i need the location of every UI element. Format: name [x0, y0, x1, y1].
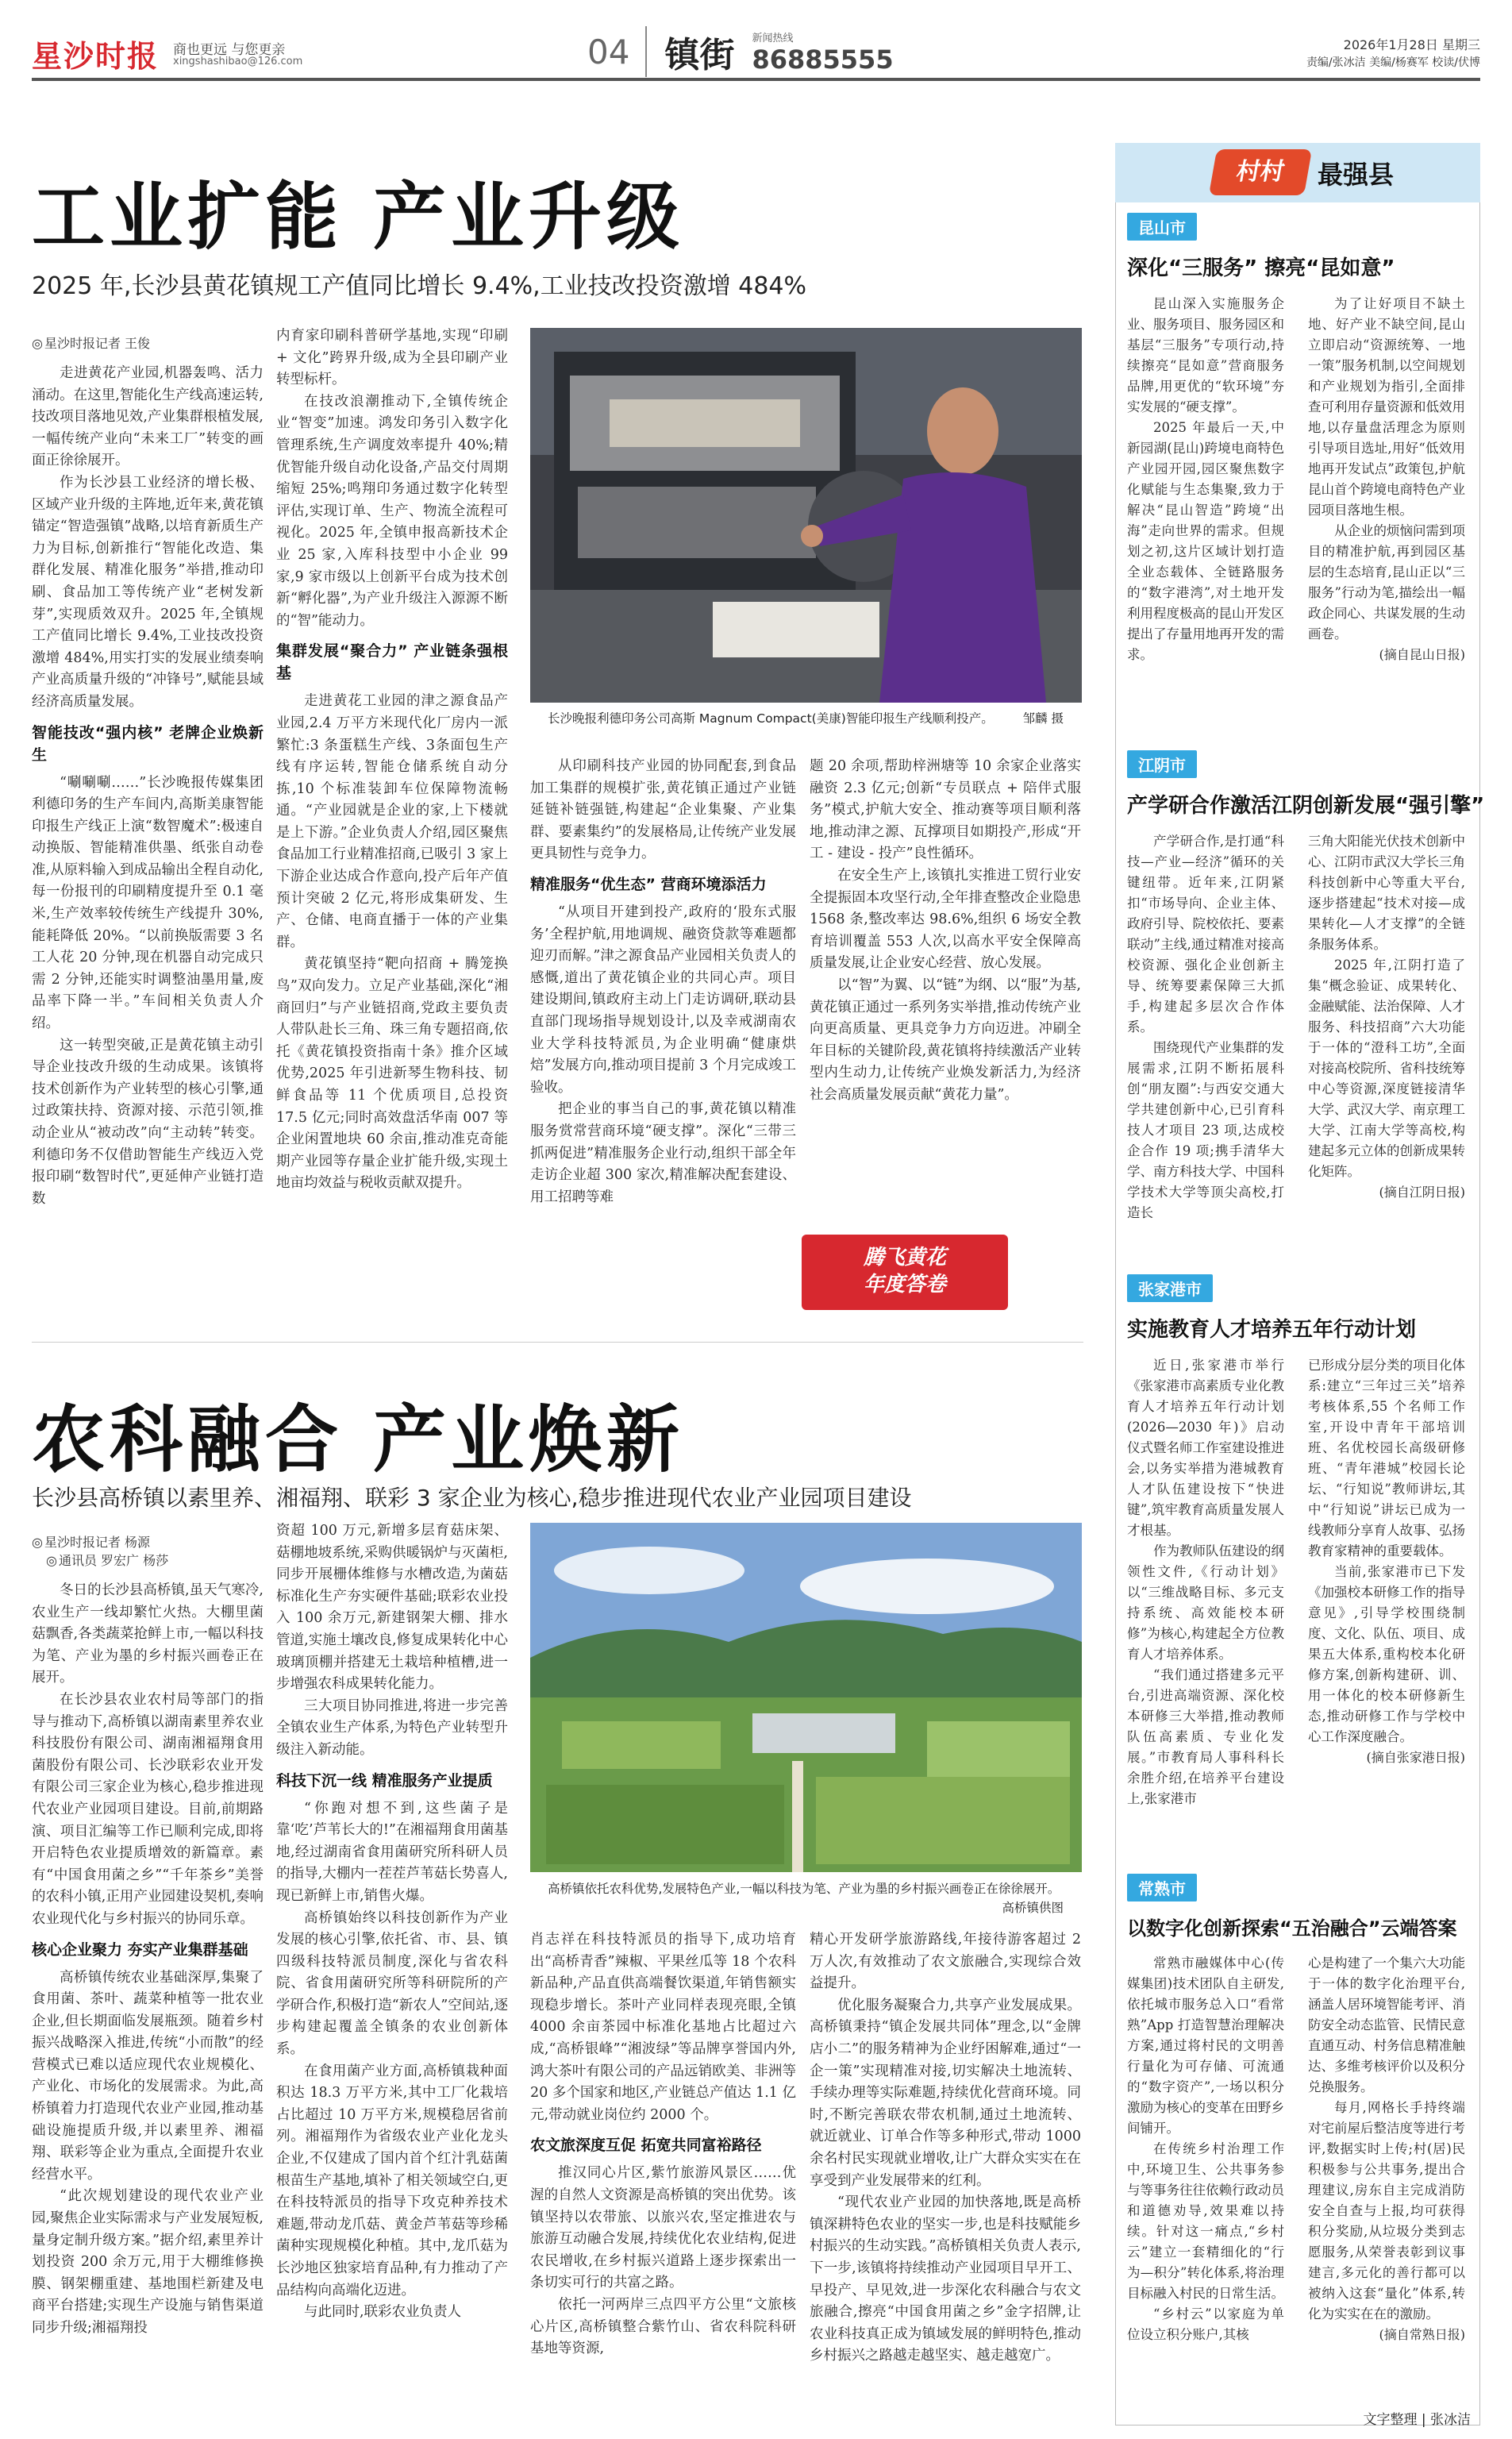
article1-column-2 [276, 326, 508, 1195]
article2-column-4 [810, 1929, 1081, 2368]
item-source: (摘自江阴日报) [1379, 1185, 1465, 1200]
paragraph: 高桥镇传统农业基础深厚,集聚了食用菌、茶叶、蔬菜种植等一批农业企业,但长期面临发展瓶颈。随着乡村振兴战略深入推进,传统“小而散”的经营模式已难以适应现代农业规模化、产业化、市场化的发展需求。为此,高桥镇着力打造现代农业产业园,推动基础设施提质升级,并以素里养、湘福翔、联彩等企业为重点,全面提升农业经营水平。 [32, 1969, 264, 2183]
paragraph: 与此同时,联彩农业负责人 [304, 2304, 462, 2321]
article2-title: 农科融合 产业焕新 [32, 1397, 685, 1482]
hotline-label: 新闻热线 [752, 32, 794, 44]
header-rule [32, 78, 1480, 81]
farmland-landscape-photo [530, 1523, 1082, 1872]
article1-column-4 [810, 756, 1081, 1107]
sidebar-item-kunshan [1127, 213, 1468, 715]
article2-column-1 [32, 1532, 264, 2340]
page-info [587, 32, 894, 75]
page-number: 04 [587, 32, 630, 71]
paragraph: 常熟市融媒体中心(传媒集团)技术团队自主研发,依托城市服务总入口“看常熟”App 打造智慧治理解决方案,通过将村民的文明善行量化为可存储、可流通的“数字资产”,一场以积分激励为核心的变革在田野乡间铺开。 [1127, 1955, 1284, 2136]
paragraph: 走进黄花产业园,机器轰鸣、活力涌动。在这里,智能化生产线高速运转,技改项目落地见效,产业集群根植发展,一幅传统产业向“未来工厂”转变的画面正徐徐展开。 [32, 365, 264, 469]
article1-photo-caption [548, 709, 1064, 728]
item-headline: 深化“三服务” 擦亮“昆如意” [1127, 256, 1395, 280]
correspondent-names: 通讯员 罗宏广 杨莎 [58, 1553, 169, 1568]
item-headline: 实施教育人才培养五年行动计划 [1127, 1318, 1417, 1342]
article2-column-3 [530, 1929, 796, 2360]
hotline-block [752, 29, 893, 75]
sidebar-item-jiangyin [1127, 750, 1485, 1252]
paragraph: 题 20 余项,帮助梓洲塘等 10 余家企业落实融资 2.3 亿元;创新“专员联点 + 陪伴式服务”模式,护航大安全、推动赛等项目顺利落地,推动津之源、瓦撑项目如期投产,形成“开工 - 建设 - 投产”良性循环。 [810, 758, 1081, 862]
article2-subheading-3: 农文旅深度互促 拓宽共同富裕路径 [530, 2137, 762, 2155]
item-body [1127, 831, 1468, 1252]
paragraph: “唰唰唰……”长沙晚报传媒集团利德印务的生产车间内,高斯美康智能印报生产线正上演“数智魔术”:极速自动换版、智能精准供墨、纸张自动卷准,从原料输入到成品输出全程自动化,每一份报刊的印刷精度提升至 0.1 毫米,生产效率较传统生产线提升 30%,能耗降低 20%。“以前换版需要 3 名工人花 20 分钟,现在机器自动完成只需 2 分钟,还能实时调整油墨用量,废品率下降一半。”车间相关负责人介绍。 [32, 774, 264, 1032]
paragraph: 肖志祥在科技特派员的指导下,成功培育出“高桥青香”辣椒、平果丝瓜等 18 个农科新品种,产品直供高端餐饮渠道,年销售额实现稳步增长。茶叶产业同样表现亮眼,全镇 4000 余亩茶园中标准化基地占比超过六成,“高桥银峰”“湘波绿”等品牌享誉国内外,鸿大茶叶有限公司的产品远销欧美、非洲等 20 多个国家和地区,产业链总产值达 1.1 亿元,带动就业岗位约 2000 个。 [530, 1932, 796, 2123]
paragraph: 精心开发研学旅游路线,年接待游客超过 2 万人次,有效推动了农文旅融合,实现综合效益提升。 [810, 1932, 1081, 1992]
photo-credit: 邹麟 摄 [1022, 711, 1064, 726]
hotline-number: 86885555 [752, 44, 894, 75]
paragraph: 在传统乡村治理工作中,环境卫生、公共事务参与等事务往往依赖行政动员和道德劝导,效果难以持续。针对这一痛点,“乡村云”建立一套精细化的“行为—积分”转化体系,将治理目标融入村民的日常生活。 [1127, 2141, 1284, 2301]
paragraph: 依托一河两岸三点四平方公里“文旅核心片区,高桥镇整合紫竹山、省农科院科研基地等资源, [530, 2296, 796, 2357]
paragraph: 三角大阳能光伏技术创新中心、江阴市武汉大学长三角科技创新中心等重大平台,逐步搭建起“技术对接—成果转化—人才支撑”的全链条服务体系。 [1308, 834, 1465, 952]
article1-photo [530, 328, 1082, 703]
item-headline: 以数字化创新探索“五治融合”云端答案 [1127, 1917, 1457, 1940]
paragraph: “乡村云”以家庭为单位设立积分账户,其核 [1127, 2306, 1284, 2342]
paragraph: 围绕现代产业集群的发展需求,江阴不断拓展科创“朋友圈”:与西安交通大学共建创新中心,已引育科技人才项目 23 项,达成校企合作 19 项;携手清华大学、南方科技大学、中国科学技术大学等顶尖高校,打造长 [1127, 1040, 1284, 1220]
issue-date: 2026年1月28日 星期三 [1343, 37, 1480, 52]
item-left-column [1127, 294, 1284, 665]
sidebar-item-changshu [1127, 1874, 1468, 2439]
article1-column-3 [530, 756, 796, 1208]
paragraph: 心是构建了一个集六大功能于一体的数字化治理平台,涵盖人居环境智能考评、消防安全动态监管、民情民意直通互动、村务信息精准触达、多维考核评价以及积分兑换服务。 [1308, 1955, 1465, 2094]
article-divider [32, 1342, 1083, 1343]
paragraph: 近日,张家港市举行《张家港市高素质专业化教育人才培养五年行动计划(2026—2030 年)》启动仪式暨名师工作室建设推进会,以务实举措为港城教育人才队伍建设按下“快进键”,筑牢教育高质量发展人才根基。 [1127, 1358, 1284, 1538]
article1-subtitle: 2025 年,长沙县黄花镇规工产值同比增长 9.4%,工业技改投资激增 484% [32, 272, 807, 300]
article1-byline: ◎ 星沙时报记者 王俊 [32, 333, 264, 352]
item-left-column [1127, 1953, 1284, 2345]
sidebar-title: 最强县 [1318, 160, 1395, 190]
badge-line-2: 年度答卷 [863, 1273, 946, 1297]
paragraph: 为了让好项目不缺土地、好产业不缺空间,昆山立即启动“资源统筹、一地一策”服务机制,以空间规划和产业规划为指引,全面排查可利用存量资源和低效用地,以存量盘活理念为原则引导项目选址,用好“低效用地再开发试点”政策包,护航昆山首个跨境电商特色产业园项目落地生根。 [1308, 296, 1465, 518]
article2-photo-caption [548, 1879, 1064, 1917]
section-name: 镇街 [645, 26, 734, 77]
article2-byline-2 [32, 1551, 264, 1569]
paragraph: 2025 年,江阴打造了集“概念验证、成果转化、金融赋能、法治保障、人才服务、科技招商”六大功能于一体的“澄科工坊”,全面对接高校院所、省科技统筹中心等资源,深度链接清华大学、武汉大学、南京理工大学、江南大学等高校,构建起多元立体的创新成果转化矩阵。 [1308, 957, 1465, 1179]
paragraph: “从项目开建到投产,政府的‘股东式服务’全程护航,用地调规、融资贷款等难题都迎刃而解。”津之源食品产业园相关负责人的感慨,道出了黄花镇企业的共同心声。项目建设期间,镇政府主动上门走访调研,联动县直部门现场指导规划设计,以及幸戒湖南农业大学科技特派员,为企业明确“健康烘焙”发展方向,推动项目提前 3 个月完成竣工验收。 [530, 904, 796, 1096]
sidebar-title-tag: 村村 [1209, 149, 1312, 195]
sidebar-footer-credit: 文字整理 | 张冰洁 [1363, 2412, 1471, 2428]
paragraph: 作为教师队伍建设的纲领性文件,《行动计划》以“三维战略目标、多元支持系统、高效能校本研修”为核心,构建起全方位教育人才培养体系。 [1127, 1543, 1284, 1662]
article2-column-2 [276, 1520, 508, 2324]
paragraph: 2025 年最后一天,中新园湖(昆山)跨境电商特色产业园开园,园区聚焦数字化赋能与生态集聚,致力于解决“昆山智造”跨境“出海”走向世界的需求。但规划之初,这片区域计划打造全业态载体、全链路服务的“数字港湾”,对土地开发利用程度极高的昆山开发区提出了存量用地再开发的需求。 [1127, 420, 1284, 662]
paragraph: 推汉同心片区,紫竹旅游风景区……优渥的自然人文资源是高桥镇的突出优势。该镇坚持以农带旅、以旅兴农,坚定推进农与旅游互动融合发展,持续优化农业结构,促进农民增收,在乡村振兴道路上逐步探索出一条切实可行的共富之路。 [530, 2165, 796, 2291]
article2-subtitle: 长沙县高桥镇以素里养、湘福翔、联彩 3 家企业为核心,稳步推进现代农业产业园项目建设 [32, 1485, 912, 1511]
paragraph: 在技改浪潮推动下,全镇传统企业“智变”加速。鸿发印务引入数字化管理系统,生产调度效率提升 40%;精优智能升级自动化设备,产品交付周期缩短 25%;鸣翔印务通过数字化转型评估,实现订单、生产、物流全流程可视化。2025 年,全镇申报高新技术企业 25 家,入库科技型中小企业 99 家,9 家市级以上创新平台成为技术创新“孵化器”,为产业升级注入源源不断的“智”能动力。 [276, 393, 508, 629]
city-tag: 张家港市 [1127, 1274, 1213, 1302]
item-headline: 产学研合作激活江阴创新发展“强引擎” [1127, 794, 1485, 818]
city-tag: 昆山市 [1127, 213, 1197, 241]
paragraph: 高桥镇始终以科技创新作为产业发展的核心引擎,依托省、市、县、镇四级科技特派员制度,深化与省农科院、省食用菌研究所等科研院所的产学研合作,积极打造“新农人”空间站,逐步构建起覆盖全镇条的农业创新体系。 [276, 1909, 508, 2058]
paragraph: 已形成分层分类的项目化体系:建立“三年过三关”培养考核体系,55 个名师工作室,开设中青年干部培训班、名优校园长高级研修班、“青年港城”校园长论坛、“行知说”教师讲坛,其中“行知说”讲坛已成为一线教师分享育人故事、弘扬教育家精神的重要载体。 [1308, 1358, 1465, 1559]
paragraph: “现代农业产业园的加快落地,既是高桥镇深耕特色农业的坚实一步,也是科技赋能乡村振兴的生动实践。”高桥镇相关负责人表示,下一步,该镇将持续推动产业园项目早开工、早投产、早见效,进一步深化农科融合与农文旅融合,擦亮“中国食用菌之乡”金字招牌,让农业科技真正成为镇域发展的鲜明特色,推动乡村振兴之路越走越坚实、越走越宽广。 [810, 2194, 1081, 2364]
paragraph: 这一转型突破,正是黄花镇主动引导企业技改升级的生动成果。该镇将技术创新作为产业转型的核心引擎,通过政策扶持、资源对接、示范引领,推动企业从“被动改”向“主动转”转变。利德印务不仅借助智能生产线迈入党报印刷“数智时代”,更延伸产业链打造数 [32, 1037, 264, 1207]
paragraph: 资超 100 万元,新增多层育菇床架、菇棚地坡系统,采购供暖锅炉与灭菌柜,同步开展栅体维修与水槽改造,为菌菇标准化生产夯实硬件基础;联彩农业投入 100 余万元,新建钢架大棚、排水管道,实施土壤改良,修复成果转化中心玻璃顶棚并搭建无土栽培种植槽,进一步增强农科成果转化能力。 [276, 1523, 508, 1693]
item-body [1127, 1355, 1468, 1871]
paragraph: 在长沙县农业农村局等部门的指导与推动下,高桥镇以湖南素里养农业科技股份有限公司、湖南湘福翔食用菌股份有限公司、长沙联彩农业开发有限公司三家企业为核心,稳步推进现代农业产业园项目建设。目前,前期路演、项目汇编等工作已顺利完成,即将开启特色农业提质增效的新篇章。素有“中国食用菌之乡”“千年茶乡”美誉的农科小镇,正用产业园建设契机,奏响农业现代化与乡村振兴的协同乐章。 [32, 1691, 264, 1927]
article1-subheading-3: 精准服务“优生态” 营商环境添活力 [530, 875, 767, 893]
paragraph: 在食用菌产业方面,高桥镇栽种面积达 18.3 万平方米,其中工厂化栽培占比超过 10 万平方米,规模稳居省前列。湘福翔作为省级农业产业化龙头企业,不仅建成了国内首个红汁乳菇菌根苗生产基地,填补了相关领域空白,更在科技特派员的指导下攻克种养技术难题,带动龙爪菇、黄金芦苇菇等珍稀菌种实现规模化种植。其中,龙爪菇为长沙地区独家培育品种,有力推动了产品结构向高端化迈进。 [276, 2063, 508, 2298]
paragraph: 当前,张家港市已下发《加强校本研修工作的指导意见》,引导学校围绕制度、文化、队伍、项目、成果五大体系,重构校本化研修方案,创新构建研、训、用一体化的校本研修新生态,推动研修工作与学校中心工作深度融合。 [1308, 1564, 1465, 1744]
paragraph: 每月,网格长手持终端对宅前屋后整洁度等进行考评,数据实时上传;村(居)民积极参与公共事务,提出合理建议,房东自主完成消防安全自查与上报,均可获得积分奖励,从垃圾分类到志愿服务,从荣誉表彰到议事建言,多元化的善行都可以被纳入这套“量化”体系,转化为实实在在的激励。 [1308, 2100, 1465, 2321]
slogan: 商也更远 与您更亲 [173, 42, 286, 58]
caption-text: 高桥镇依托农科优势,发展特色产业,一幅以科技为笔、产业为墨的乡村振兴画卷正在徐徐展开。 [548, 1882, 1060, 1896]
paragraph: 在安全生产上,该镇扎实推进工贸行业安全提振固本攻坚行动,全年排查整改企业隐患 1568 条,整改率达 98.6%,组织 6 场安全教育培训覆盖 553 人次,以高水平安全保障高质量发展,让企业安心经营、放心发展。 [810, 867, 1081, 972]
article2-subheading-2: 科技下沉一线 精准服务产业提质 [276, 1771, 493, 1790]
paragraph: 黄花镇坚持“靶向招商 + 腾笼换鸟”双向发力。立足产业基础,深化“湘商回归”与产业链招商,党政主要负责人带队赴长三角、珠三角专题招商,依托《黄花镇投资指南十条》推介区域优势,2025 年引进新琴生物科技、韧鲜食品等 11 个优质项目,总投资 17.5 亿元;同时高效盘活华南 007 等企业闲置地块 60 余亩,推动准克奇能期产业园等存量企业扩能升级,实现土地亩均效益与税收贡献双提升。 [276, 956, 508, 1192]
photo-credit: 高桥镇供图 [1002, 1901, 1064, 1915]
item-right-column [1308, 831, 1465, 1203]
article1-subheading-1: 智能技改“强内核” 老牌企业焕新生 [32, 723, 264, 764]
paragraph: 把企业的事当自己的事,黄花镇以精准服务赏常营商环境“硬支撑”。深化“三带三抓两促进”精准服务企业行动,组织干部全年走访企业超 300 家次,精准解决配套建设、用工招聘等难 [530, 1101, 796, 1205]
city-tag: 常熟市 [1127, 1874, 1197, 1901]
article1-title: 工业扩能 产业升级 [32, 175, 685, 260]
site-email: xingshashibao@126.com [173, 56, 303, 67]
caption-text: 长沙晚报利德印务公司高斯 Magnum Compact(美康)智能印报生产线顺利投产。 [548, 711, 994, 726]
masthead [0, 0, 1512, 75]
printing-press-photo [530, 328, 1082, 703]
item-body [1127, 1953, 1468, 2439]
article2-subheading-1: 核心企业聚力 夯实产业集群基础 [32, 1940, 248, 1959]
paragraph: 昆山深入实施服务企业、服务项目、服务园区和基层“三服务”专项行动,持续擦亮“昆如意”营商服务品牌,用更优的“软环境”夯实发展的“硬支撑”。 [1127, 296, 1284, 414]
paragraph: 走进黄花工业园的津之源食品产业园,2.4 万平方米现代化厂房内一派繁忙:3 条蛋糕生产线、3条面包生产线有序运转,智能仓储系统自动分拣,10 个标准装卸车位保障物流畅通。“产业园就是企业的家,上下楼就是上下游。”企业负责人介绍,园区聚焦食品加工行业精准招商,已吸引 3 家上下游企业达成合作意向,投产后年产值预计突破 2 亿元,将形成集研发、生产、仓储、电商直播于一体的产业集群。 [276, 693, 508, 950]
paragraph: “我们通过搭建多元平台,引进高端资源、深化校本研修三大举措,推动教师队伍高素质、专业化发展。”市教育局人事科科长余胜介绍,在培养平台建设上,张家港市 [1127, 1667, 1284, 1806]
article2-photo [530, 1523, 1082, 1872]
item-right-column [1308, 294, 1465, 665]
item-right-column [1308, 1953, 1465, 2345]
article2-byline: ◎ 星沙时报记者 杨源 [32, 1532, 264, 1551]
paragraph: “此次规划建设的现代农业产业园,聚焦企业实际需求与产业发展短板,量身定制升级方案。”据介绍,素里养计划投资 200 余万元,用于大棚维修换膜、钢架棚重建、基地围栏新建及电商平台搭建;实现生产设施与销售渠道同步升级;湘福翔投 [32, 2188, 264, 2336]
editor-credits: 责编/张冰洁 美编/杨赛军 校读/伏博 [1306, 56, 1480, 69]
newspaper-logo: 星沙时报 [32, 39, 160, 74]
item-left-column [1127, 831, 1284, 1223]
badge-line-1: 腾飞黄花 [863, 1246, 946, 1270]
city-tag: 江阴市 [1127, 750, 1197, 778]
paragraph: 冬日的长沙县高桥镇,虽天气寒冷,农业生产一线却繁忙火热。大棚里菌菇飘香,各类蔬菜抢鲜上市,一幅以科技为笔、产业为墨的乡村振兴画卷正在展开。 [32, 1582, 264, 1686]
paragraph: 作为长沙县工业经济的增长极、区域产业升级的主阵地,近年来,黄花镇锚定“智造强镇”战略,以培育新质生产力为目标,创新推行“智能化改造、集群化发展、精准化服务”举措,推动印刷、食品加工等传统产业“老树发新芽”,实现质效双升。2025 年,全镇规工产值同比增长 9.4%,工业技改投资激增 484%,用实打实的发展业绩奏响产业高质量升级的“冲锋号”,赋能县域经济高质量发展。 [32, 474, 264, 710]
paragraph: 三大项目协同推进,将进一步完善全镇农业生产体系,为特色产业转型升级注入新动能。 [276, 1697, 508, 1758]
item-source: (摘自张家港日报) [1366, 1750, 1465, 1765]
item-source: (摘自常熟日报) [1379, 2327, 1465, 2342]
item-body [1127, 294, 1468, 715]
column-badge [802, 1235, 1008, 1310]
item-left-column [1127, 1355, 1284, 1809]
sidebar-item-zhangjiagang [1127, 1274, 1468, 1871]
article1-column-1 [32, 333, 264, 1210]
item-source: (摘自昆山日报) [1379, 647, 1465, 662]
paragraph: 内育家印刷科普研学基地,实现“印刷 + 文化”跨界升级,成为全县印刷产业转型标杆。 [276, 328, 508, 388]
paragraph: 优化服务凝聚合力,共享产业发展成果。高桥镇秉持“镇企发展共同体”理念,以“金牌店小二”的服务精神为企业纾困解难,通过“一企一策”实现精准对接,切实解决土地流转、手续办理等实际难题,持续优化营商环境。同时,不断完善联农带农机制,通过土地流转、就近就业、订单合作等多种形式,带动 1000 余名村民实现就业增收,让广大群众实实在在享受到产业发展带来的红利。 [810, 1997, 1081, 2189]
paragraph: 以“智”为翼、以“链”为纲、以“服”为基,黄花镇正通过一系列务实举措,推动传统产业向更高质量、更具竞争力方向迈进。冲刷全年目标的关键阶段,黄花镇将持续激活产业转型内生动力,让传统产业焕发新活力,为经济社会高质量发展贡献“黄花力量”。 [810, 977, 1081, 1103]
item-right-column [1308, 1355, 1465, 1768]
paragraph: 从印刷科技产业园的协同配套,到食品加工集群的规模扩张,黄花镇正通过产业链延链补链强链,构建起“企业集聚、产业集群、要素集约”的发展格局,让传统产业发展更具韧性与竞争力。 [530, 758, 796, 862]
paragraph: 从企业的烦恼问需到项目的精准护航,再到园区基层的生态培育,昆山正以“三服务”行动为笔,描绘出一幅政企同心、共谋发展的生动画卷。 [1308, 523, 1465, 642]
article1-subheading-2: 集群发展“聚合力” 产业链条强根基 [276, 642, 508, 683]
paragraph: “你跑对想不到,这些菌子是靠‘吃’芦苇长大的!”在湘福翔食用菌基地,经过湖南省食用菌研究所科研人员的指导,大棚内一茬茬芦苇菇长势喜人,现已新鲜上市,销售火爆。 [276, 1800, 508, 1904]
paragraph: 产学研合作,是打通“科技—产业—经济”循环的关键纽带。近年来,江阴紧扣“市场导向、企业主体、政府引导、院校依托、要素联动”主线,通过精准对接高校资源、强化企业创新主导、统筹要素保障三大抓手,构建起多层次合作体系。 [1127, 834, 1284, 1035]
